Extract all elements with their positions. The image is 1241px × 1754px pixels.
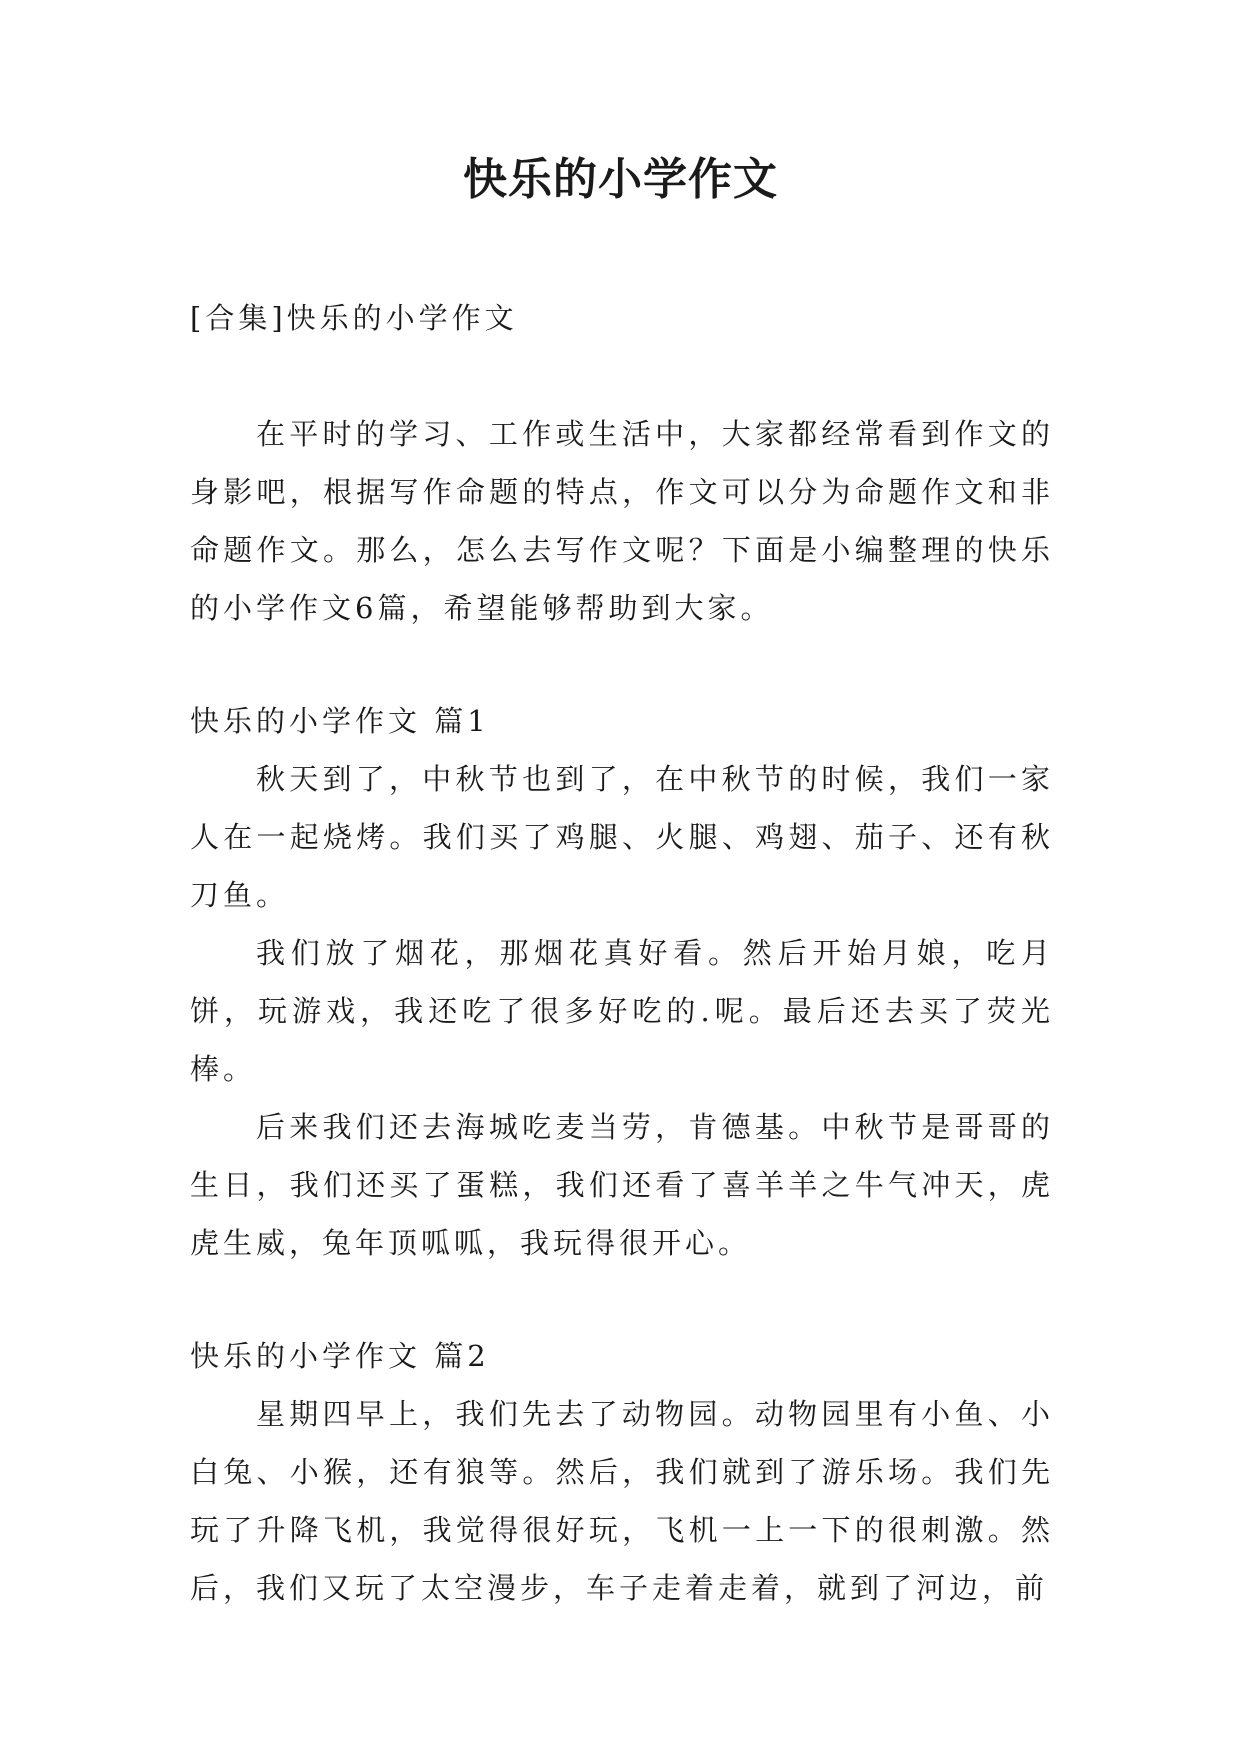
spacer: [190, 347, 1054, 405]
section-heading-2: 快乐的小学作文 篇2: [190, 1339, 490, 1373]
section-1-paragraph-2: 我们放了烟花，那烟花真好看。然后开始月娘，吃月饼，玩游戏，我还吃了很多好吃的.呢。最后还去买了荧光棒。: [190, 936, 1054, 1086]
document-body: [190, 289, 1054, 1617]
section-1-paragraph-1: 秋天到了，中秋节也到了，在中秋节的时候，我们一家人在一起烧烤。我们买了鸡腿、火腿、鸡翅、茄子、还有秋刀鱼。: [190, 762, 1054, 912]
document-title: 快乐的小学作文: [463, 154, 778, 205]
document-subtitle: [合集]快乐的小学作文: [190, 301, 518, 335]
section-1-paragraph-3: 后来我们还去海城吃麦当劳，肯德基。中秋节是哥哥的生日，我们还买了蛋糕，我们还看了喜羊羊之牛气冲天，虎虎生威，兔年顶呱呱，我玩得很开心。: [190, 1110, 1054, 1260]
spacer: [190, 1272, 1054, 1327]
section-heading-1: 快乐的小学作文 篇1: [190, 704, 490, 738]
spacer: [190, 637, 1054, 692]
intro-paragraph: 在平时的学习、工作或生活中，大家都经常看到作文的身影吧，根据写作命题的特点，作文可以分为命题作文和非命题作文。那么，怎么去写作文呢？下面是小编整理的快乐的小学作文6篇，希望能够帮助到大家。: [190, 417, 1054, 625]
section-2-paragraph-1: 星期四早上，我们先去了动物园。动物园里有小鱼、小白兔、小猴，还有狼等。然后，我们就到了游乐场。我们先玩了升降飞机，我觉得很好玩，飞机一上一下的很刺激。然后，我们又玩了太空漫步，车子走着走着，就到了河边，前: [190, 1397, 1054, 1605]
